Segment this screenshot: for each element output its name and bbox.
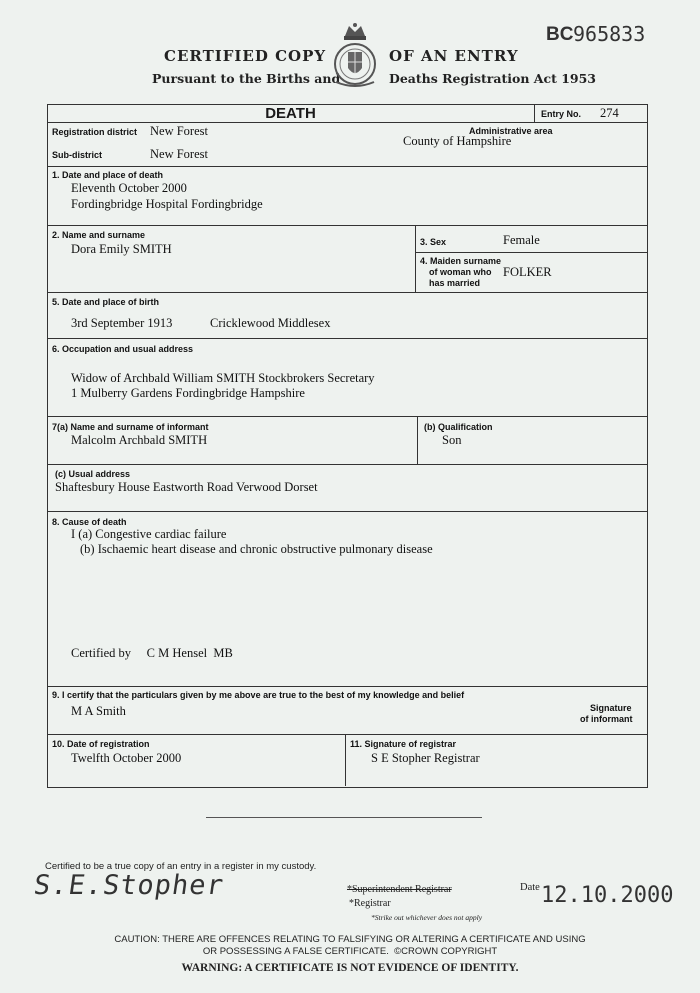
informant-signature-value: M A Smith [71, 704, 126, 718]
maiden-surname-label: 4. Maiden surname [420, 256, 502, 266]
name-surname-label: 2. Name and surname [52, 230, 146, 240]
informant-address-value: Shaftesbury House Eastworth Road Verwood Dorset [55, 480, 318, 494]
date-label: Date [520, 882, 540, 893]
informant-name-value: Malcolm Archbald SMITH [71, 433, 208, 447]
sub-district-value: New Forest [150, 147, 208, 161]
name-surname-value: Dora Emily SMITH [71, 242, 172, 256]
qualification-value: Son [442, 433, 462, 447]
birth-date-place-label: 5. Date and place of birth [52, 297, 160, 307]
certified-by: Certified by C M Hensel MB [71, 646, 233, 660]
admin-area-label: Administrative area [469, 126, 553, 136]
cause-of-death-1b: (b) Ischaemic heart disease and chronic obstructive pulmonary disease [80, 542, 433, 556]
usual-address-value: 1 Mulberry Gardens Fordingbridge Hampshire [71, 386, 305, 400]
reg-district-label: Registration district [52, 127, 138, 137]
registrar-signature-label: 11. Signature of registrar [350, 739, 457, 749]
cause-of-death-label: 8. Cause of death [52, 517, 127, 527]
occupation-address-label: 6. Occupation and usual address [52, 344, 194, 354]
occupation-value: Widow of Archbald William SMITH Stockbrokers Secretary [71, 371, 375, 385]
royal-crest-icon [330, 22, 380, 90]
maiden-surname-label-2: of woman who [429, 267, 492, 277]
caution-line-1: CAUTION: THERE ARE OFFENCES RELATING TO FALSIFYING OR ALTERING A CERTIFICATE AND USING [114, 934, 586, 945]
signature-of-informant-label-2: of informant [580, 714, 633, 724]
qualification-label: (b) Qualification [424, 422, 493, 432]
death-date-place-label: 1. Date and place of death [52, 170, 164, 180]
sex-value: Female [503, 233, 540, 247]
serial-number: 965833 [573, 22, 646, 46]
form-title: DEATH [265, 105, 316, 122]
birth-place-value: Cricklewood Middlesex [210, 316, 331, 330]
death-date-value: Eleventh October 2000 [71, 181, 187, 195]
superintendent-registrar-struck: *Superintendent Registrar [347, 884, 452, 895]
certificate-date-handwritten: 12.10.2000 [541, 883, 674, 908]
maiden-surname-label-3: has married [429, 278, 481, 288]
signature-of-informant-label: Signature [590, 703, 632, 713]
registration-date-value: Twelfth October 2000 [71, 751, 182, 765]
registration-date-label: 10. Date of registration [52, 739, 150, 749]
serial-prefix: BC [546, 24, 574, 45]
of-an-entry-title: OF AN ENTRY [389, 47, 519, 65]
cause-of-death-1a: I (a) Congestive cardiac failure [71, 527, 227, 541]
act-subtitle-right: Deaths Registration Act 1953 [389, 71, 596, 86]
birth-date-value: 3rd September 1913 [71, 316, 173, 330]
informant-declaration-label: 9. I certify that the particulars given by me above are true to the best of my knowledge and belief [52, 690, 465, 700]
maiden-surname-value: FOLKER [503, 265, 552, 279]
informant-name-label: 7(a) Name and surname of informant [52, 422, 209, 432]
act-subtitle-left: Pursuant to the Births and [152, 71, 341, 86]
registrar-designation: *Registrar [349, 898, 391, 909]
strike-out-note: *Strike out whichever does not apply [371, 913, 483, 922]
registrar-signature-value: S E Stopher Registrar [371, 751, 480, 765]
divider [206, 817, 482, 818]
certified-true-copy-text: Certified to be a true copy of an entry in a register in my custody. [45, 861, 317, 872]
caution-line-2: OR POSSESSING A FALSE CERTIFICATE. ©CROWN COPYRIGHT [202, 946, 498, 957]
admin-area-value: County of Hampshire [403, 134, 512, 148]
informant-address-label: (c) Usual address [55, 469, 131, 479]
identity-warning: WARNING: A CERTIFICATE IS NOT EVIDENCE OF IDENTITY. [181, 962, 519, 974]
death-place-value: Fordingbridge Hospital Fordingbridge [71, 197, 263, 211]
reg-district-value: New Forest [150, 124, 208, 138]
handwritten-signature: S.E.Stopher [31, 870, 226, 901]
sex-label: 3. Sex [420, 237, 447, 247]
entry-no-label: Entry No. [541, 109, 582, 119]
sub-district-label: Sub-district [52, 150, 103, 160]
certified-copy-title: CERTIFIED COPY [164, 47, 327, 65]
entry-no-value: 274 [600, 106, 619, 120]
